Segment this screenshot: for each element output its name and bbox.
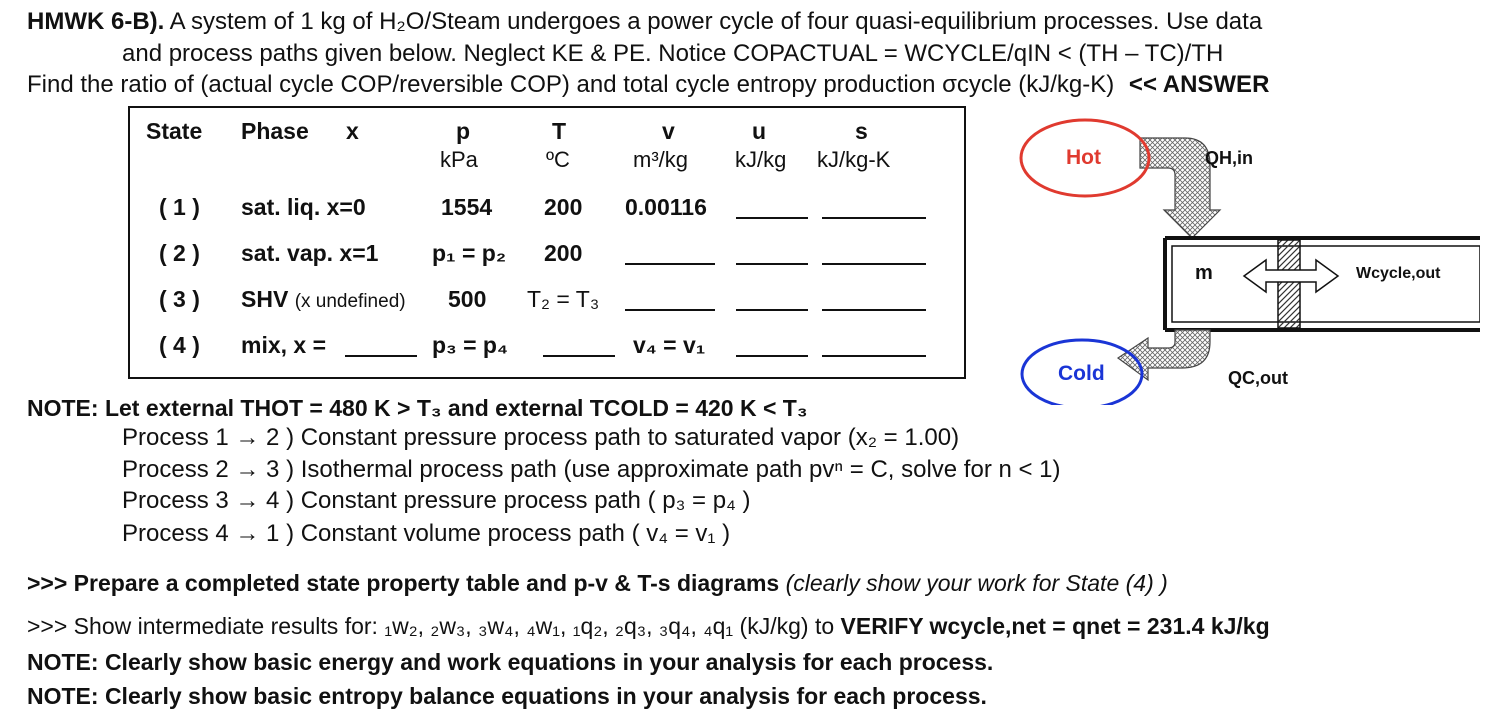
energy-note: NOTE: Clearly show basic energy and work equations in your analysis for each process. — [27, 649, 994, 675]
header-x: x — [346, 118, 359, 144]
row1-T: 200 — [544, 194, 583, 220]
row3-phase: SHV — [241, 286, 289, 312]
row3-s-blank — [822, 309, 926, 311]
header-s: s — [855, 118, 868, 144]
q-out-label: QC,out — [1228, 368, 1288, 388]
header-p: p — [456, 118, 471, 144]
external-temps-note: NOTE: Let external THOT = 480 K > T₃ and external TCOLD = 420 K < T₃ — [27, 395, 808, 421]
cold-label: Cold — [1058, 362, 1105, 385]
row3-v-blank — [625, 309, 715, 311]
row4-x-blank — [345, 355, 417, 357]
header-v: v — [662, 118, 675, 144]
row1-u-blank — [736, 217, 808, 219]
process-2-3: Process 2 → 3 ) Isothermal process path (use approximate path pvⁿ = C, solve for n < 1) — [122, 456, 1061, 483]
hot-label: Hot — [1066, 146, 1101, 169]
row3-T: T₂ = T₃ — [527, 286, 600, 312]
row3-phase-group — [241, 286, 406, 313]
answer-tag: << ANSWER — [1128, 71, 1270, 98]
row3-p: 500 — [448, 286, 487, 312]
show-instruction — [27, 612, 1270, 640]
homework-label: HMWK 6-B). — [27, 8, 165, 35]
row2-state: ( 2 ) — [159, 240, 200, 266]
row4-s-blank — [822, 355, 926, 357]
row2-v-blank — [625, 263, 715, 265]
problem-text-3: Find the ratio of (actual cycle COP/reversible COP) and total cycle entropy production σcycle (kJ/kg-K) — [27, 71, 1115, 98]
row1-state: ( 1 ) — [159, 194, 200, 220]
unit-s: kJ/kg-K — [817, 147, 891, 172]
row4-phase: mix, x = — [241, 332, 327, 358]
problem-statement-line1 — [27, 8, 1262, 36]
problem-statement-line2: and process paths given below. Neglect KE & PE. Notice COPACTUAL = WCYCLE/qIN < (TH – TC)/TH — [122, 40, 1224, 67]
row4-u-blank — [736, 355, 808, 357]
w-out-label: Wcycle,out — [1356, 265, 1441, 282]
unit-v: m³/kg — [633, 147, 688, 172]
prepare-italic: (clearly show your work for State (4) ) — [785, 570, 1168, 596]
unit-T: ºC — [546, 147, 570, 172]
row4-state: ( 4 ) — [159, 332, 200, 358]
unit-p: kPa — [440, 147, 478, 172]
prepare-text: >>> Prepare a completed state property table and p-v & T-s diagrams — [27, 570, 780, 596]
process-1-2: Process 1 → 2 ) Constant pressure process path to saturated vapor (x₂ = 1.00) — [122, 424, 960, 451]
row4-T-blank — [543, 355, 615, 357]
header-state: State — [146, 118, 203, 144]
entropy-note: NOTE: Clearly show basic entropy balance equations in your analysis for each process. — [27, 683, 987, 709]
header-phase: Phase — [241, 118, 309, 144]
row4-p: p₃ = p₄ — [432, 332, 508, 358]
row4-v: v₄ = v₁ — [633, 332, 706, 358]
show-text: >>> Show intermediate results for: ₁w₂, ₂w₃, ₃w₄, ₄w₁, ₁q₂, ₂q₃, ₃q₄, ₄q₁ (kJ/kg) to — [27, 613, 835, 639]
process-3-4: Process 3 → 4 ) Constant pressure process path ( p₃ = p₄ ) — [122, 487, 751, 514]
problem-text-1: A system of 1 kg of H₂O/Steam undergoes a power cycle of four quasi-equilibrium processes. Use data — [169, 8, 1263, 35]
mass-label: m — [1195, 262, 1213, 284]
row1-phase: sat. liq. x=0 — [241, 194, 366, 220]
unit-u: kJ/kg — [735, 147, 787, 172]
row1-s-blank — [822, 217, 926, 219]
row2-p: p₁ = p₂ — [432, 240, 507, 266]
row2-s-blank — [822, 263, 926, 265]
prepare-instruction — [27, 569, 1168, 597]
q-in-label: QH,in — [1205, 148, 1253, 168]
row2-phase: sat. vap. x=1 — [241, 240, 379, 266]
row3-u-blank — [736, 309, 808, 311]
row3-state: ( 3 ) — [159, 286, 200, 312]
process-4-1: Process 4 → 1 ) Constant volume process path ( v₄ = v₁ ) — [122, 520, 731, 547]
header-u: u — [752, 118, 767, 144]
verify-text: VERIFY wcycle,net = qnet = 231.4 kJ/kg — [840, 613, 1270, 639]
row3-phase-note: (x undefined) — [294, 291, 406, 312]
header-T: T — [552, 118, 567, 144]
row1-v: 0.00116 — [625, 194, 707, 220]
row1-p: 1554 — [441, 194, 493, 220]
row2-u-blank — [736, 263, 808, 265]
row2-T: 200 — [544, 240, 583, 266]
piston — [1278, 240, 1300, 328]
problem-statement-line3 — [27, 71, 1269, 99]
